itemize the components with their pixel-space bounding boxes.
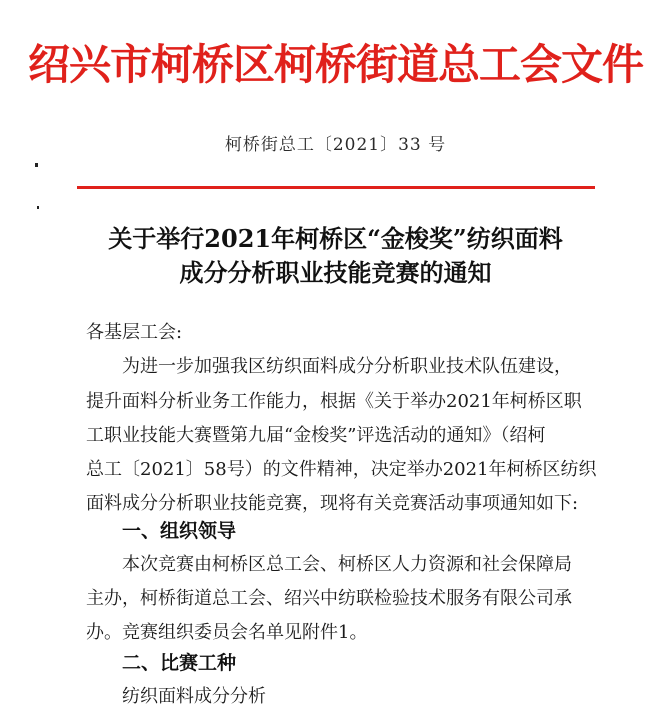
notice-title-line: 成分分析职业技能竞赛的通知 (179, 258, 492, 287)
paragraph-line: 提升面料分析业务工作能力，根据《关于举办2021年柯桥区职 (86, 391, 582, 412)
salutation: 各基层工会: (86, 322, 183, 343)
paragraph-line: 主办，柯桥街道总工会、绍兴中纺联检验技术服务有限公司承 (86, 588, 572, 609)
binding-mark (35, 163, 38, 167)
paragraph-line: 本次竞赛由柯桥区总工会、柯桥区人力资源和社会保障局 (122, 554, 572, 575)
notice-title-line: 关于举行2021年柯桥区“金梭奖”纺织面料 (108, 224, 563, 253)
paragraph-line: 办。竞赛组织委员会名单见附件1。 (86, 622, 368, 643)
paragraph-line: 纺织面料成分分析 (122, 686, 266, 707)
section-heading-organization: 一、组织领导 (122, 520, 237, 542)
paragraph-line: 总工〔2021〕58号）的文件精神，决定举办2021年柯桥区纺织 (86, 459, 597, 480)
header-divider (77, 186, 595, 189)
paragraph-line: 工职业技能大赛暨第九届“金梭奖”评选活动的通知》（绍柯 (86, 425, 546, 446)
paragraph-line: 为进一步加强我区纺织面料成分分析职业技术队伍建设， (122, 356, 572, 377)
section-heading-competition-type: 二、比赛工种 (122, 652, 237, 674)
binding-mark (37, 206, 39, 209)
paragraph-line: 面料成分分析职业技能竞赛，现将有关竞赛活动事项通知如下: (86, 493, 579, 514)
document-number: 柯桥街总工〔2021〕33 号 (224, 135, 447, 155)
document-header-title: 绍兴市柯桥区柯桥街道总工会文件 (27, 40, 643, 89)
